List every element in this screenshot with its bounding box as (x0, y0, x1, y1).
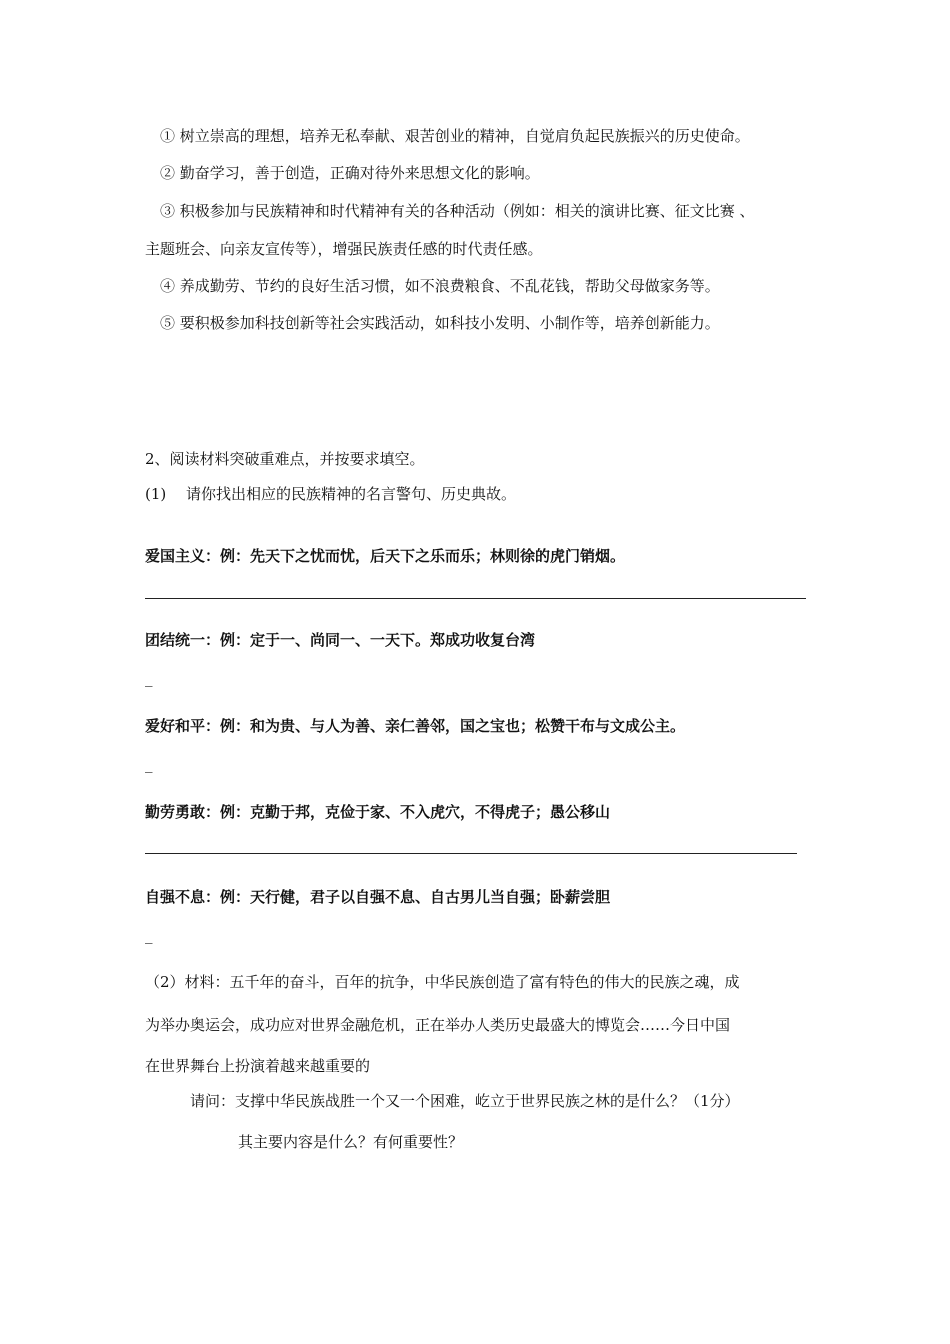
item-5: ⑤ 要积极参加科技创新等社会实践活动，如科技小发明、小制作等，培养创新能力。 (160, 314, 720, 332)
item-3-continued: 主题班会、向亲友宣传等），增强民族责任感的时代责任感。 (145, 240, 543, 258)
entry-peace: 爱好和平：例：和为贵、与人为善、亲仁善邻，国之宝也；松赞干布与文成公主。 (145, 717, 686, 735)
answer-blank: _ (145, 926, 153, 944)
entry-unity: 团结统一：例：定于一、尚同一、一天下。郑成功收复台湾 (145, 631, 536, 649)
answer-blank: _ (145, 755, 153, 773)
answer-line (145, 598, 806, 599)
entry-self-improvement: 自强不息：例：天行健，君子以自强不息、自古男儿当自强；卧薪尝胆 (145, 888, 611, 906)
entry-diligence: 勤劳勇敢：例：克勤于邦，克俭于家、不入虎穴，不得虎子；愚公移山 (145, 803, 611, 821)
material-line-3: 在世界舞台上扮演着越来越重要的 (145, 1057, 371, 1075)
question-line-2: 其主要内容是什么？有何重要性？ (238, 1133, 464, 1151)
section-2-title: 2、阅读材料突破重难点，并按要求填空。 (145, 450, 425, 468)
material-line-2: 为举办奥运会，成功应对世界金融危机，正在举办人类历史最盛大的博览会……今日中国 (145, 1016, 731, 1034)
entry-patriotism: 爱国主义：例：先天下之忧而忧，后天下之乐而乐；林则徐的虎门销烟。 (145, 547, 626, 565)
item-2: ② 勤奋学习，善于创造，正确对待外来思想文化的影响。 (160, 164, 540, 182)
subquestion-1: (1) 请你找出相应的民族精神的名言警句、历史典故。 (145, 485, 517, 503)
answer-line (145, 853, 797, 854)
material-line-1: （2）材料：五千年的奋斗，百年的抗争，中华民族创造了富有特色的伟大的民族之魂，成 (145, 973, 740, 991)
item-4: ④ 养成勤劳、节约的良好生活习惯，如不浪费粮食、不乱花钱，帮助父母做家务等。 (160, 277, 720, 295)
question-line-1: 请问：支撑中华民族战胜一个又一个困难，屹立于世界民族之林的是什么？（1分） (190, 1092, 740, 1110)
answer-blank: _ (145, 669, 153, 687)
item-3: ③ 积极参加与民族精神和时代精神有关的各种活动（例如：相关的演讲比赛、征文比赛 、 (160, 202, 755, 220)
item-1: ① 树立崇高的理想，培养无私奉献、艰苦创业的精神，自觉肩负起民族振兴的历史使命。 (160, 127, 750, 145)
